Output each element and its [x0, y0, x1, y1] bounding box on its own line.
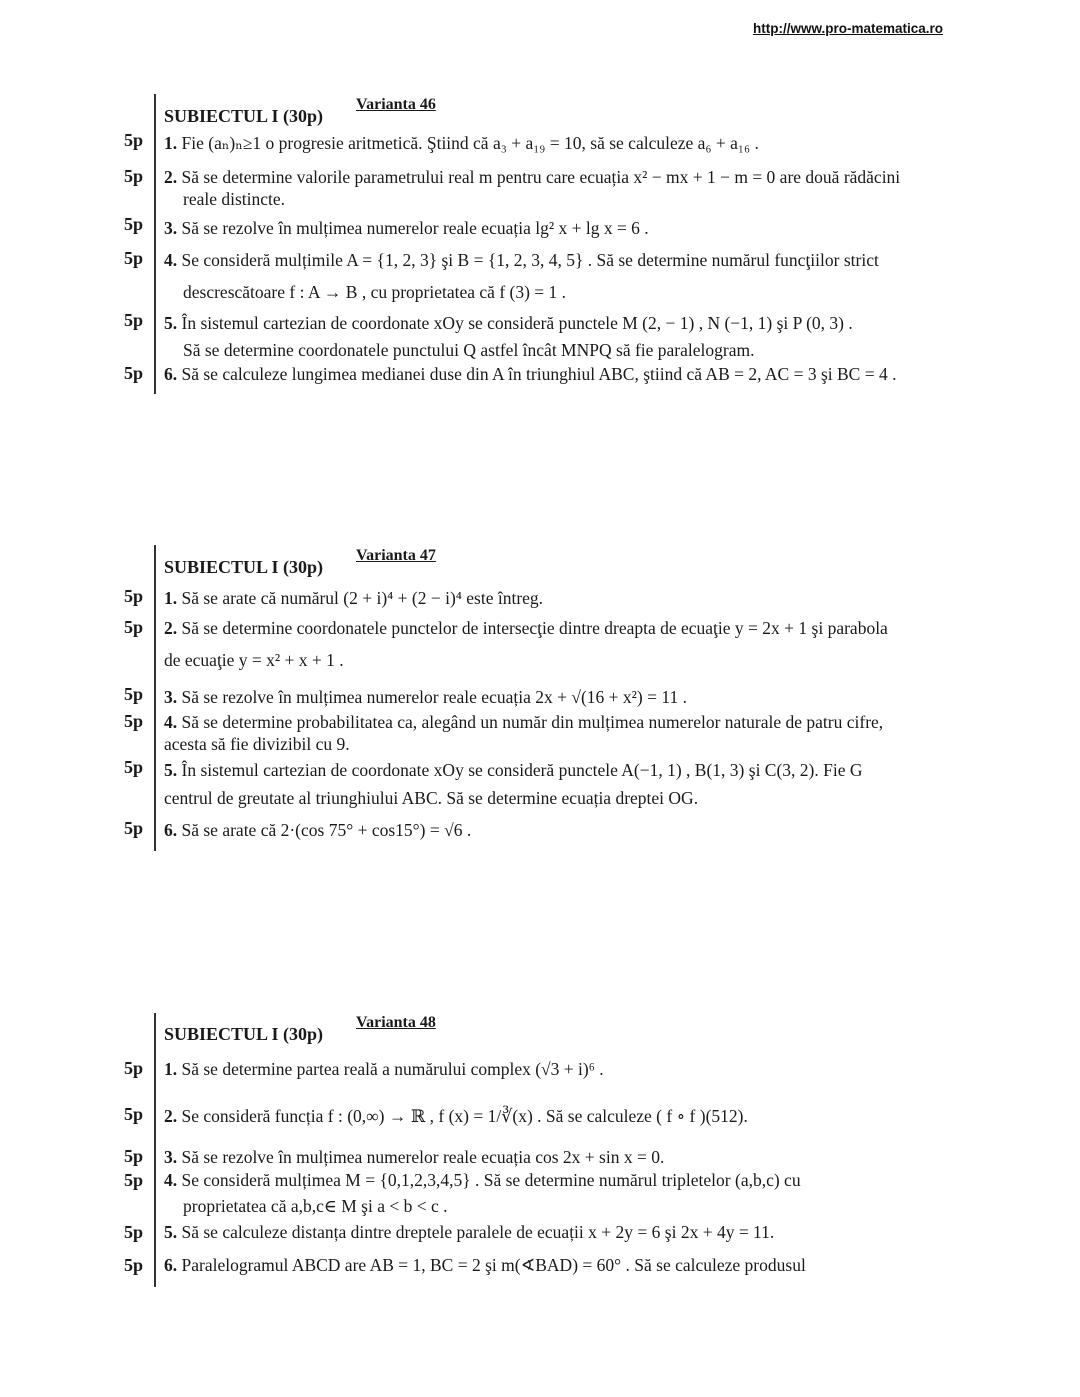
- problem-text: Se consideră mulțimile A = {1, 2, 3} şi B = {1, 2, 3, 4, 5} . Să se determine numărul funcţiilor strict: [181, 250, 879, 270]
- problem-text: Să se determine probabilitatea ca, alegând un număr din mulțimea numerelor naturale de patru cifre,: [181, 712, 884, 732]
- variant-label: Varianta 46: [356, 96, 436, 113]
- points-label: 5p: [124, 818, 144, 838]
- problem-4: [164, 1170, 801, 1191]
- points-label: 5p: [124, 1255, 144, 1275]
- points-label: 5p: [124, 1058, 144, 1078]
- margin-divider: [154, 94, 156, 394]
- problem-text: Să se calculeze distanța dintre dreptele paralele de ecuații x + 2y = 6 şi 2x + 4y = 11.: [181, 1222, 775, 1242]
- problem-6: [164, 1255, 806, 1276]
- problem-2: [164, 167, 900, 188]
- points-label: 5p: [124, 1146, 144, 1166]
- problem-number: 6.: [164, 820, 178, 840]
- problem-5: [164, 760, 863, 781]
- problem-1: [164, 133, 759, 154]
- problem-number: 6.: [164, 1255, 178, 1275]
- points-label: 5p: [124, 1170, 144, 1190]
- problem-number: 2.: [164, 167, 178, 187]
- points-label: 5p: [124, 248, 144, 268]
- problem-4-continued: acesta să fie divizibil cu 9.: [164, 734, 350, 754]
- site-url-link[interactable]: http://www.pro-matematica.ro: [753, 21, 944, 36]
- points-label: 5p: [124, 214, 144, 234]
- problem-2: [164, 1106, 748, 1127]
- problem-text: Să se arate că numărul (2 + i)⁴ + (2 − i)⁴ este întreg.: [181, 588, 544, 608]
- problem-3: [164, 218, 649, 239]
- problem-text: În sistemul cartezian de coordonate xOy se consideră punctele A(−1, 1) , B(1, 3) şi C(3, 2). Fie G: [181, 760, 863, 780]
- problem-number: 3.: [164, 687, 178, 707]
- problem-text: Să se rezolve în mulțimea numerelor reale ecuația lg² x + lg x = 6 .: [181, 218, 649, 238]
- margin-divider: [154, 545, 156, 851]
- section-title: SUBIECTUL I (30p): [164, 1024, 324, 1044]
- problem-5-continued: centrul de greutate al triunghiului ABC. Să se determine ecuația dreptei OG.: [164, 788, 699, 808]
- problem-6: [164, 364, 896, 385]
- problem-6: [164, 820, 471, 841]
- problem-number: 5.: [164, 760, 178, 780]
- problem-1: [164, 1059, 604, 1080]
- problem-4: [164, 712, 883, 733]
- problem-number: 2.: [164, 1106, 178, 1126]
- problem-text: Să se determine valorile parametrului real m pentru care ecuația x² − mx + 1 − m = 0 are două rădăcini: [181, 167, 901, 187]
- problem-text: În sistemul cartezian de coordonate xOy se consideră punctele M (2, − 1) , N (−1, 1) şi P (0, 3) .: [181, 313, 853, 333]
- problem-number: 1.: [164, 588, 178, 608]
- points-label: 5p: [124, 711, 144, 731]
- problem-number: 4.: [164, 712, 178, 732]
- problem-2: [164, 618, 888, 639]
- problem-text: Să se determine partea reală a numărului complex (√3 + i)⁶ .: [181, 1059, 604, 1079]
- points-label: 5p: [124, 130, 144, 150]
- points-label: 5p: [124, 310, 144, 330]
- problem-number: 1.: [164, 1059, 178, 1079]
- problem-number: 3.: [164, 1147, 178, 1167]
- problem-number: 4.: [164, 250, 178, 270]
- problem-5: [164, 1222, 774, 1243]
- problem-number: 3.: [164, 218, 178, 238]
- points-label: 5p: [124, 586, 144, 606]
- variant-label: Varianta 48: [356, 1014, 436, 1031]
- problem-1: [164, 588, 543, 609]
- margin-divider: [154, 1013, 156, 1287]
- points-label: 5p: [124, 1104, 144, 1124]
- problem-text: Să se calculeze lungimea medianei duse din A în triunghiul ABC, ştiind că AB = 2, AC = 3 şi BC = 4 .: [181, 364, 897, 384]
- section-title: SUBIECTUL I (30p): [164, 557, 324, 577]
- problem-text: Să se rezolve în mulțimea numerelor reale ecuația 2x + √(16 + x²) = 11 .: [181, 687, 687, 707]
- points-label: 5p: [124, 166, 144, 186]
- variant-label: Varianta 47: [356, 547, 436, 564]
- points-label: 5p: [124, 1222, 144, 1242]
- problem-4: [164, 250, 879, 271]
- problem-4-continued: descrescătoare f : A → B , cu proprietatea că f (3) = 1 .: [183, 282, 567, 302]
- problem-number: 5.: [164, 1222, 178, 1242]
- problem-3: [164, 687, 687, 708]
- problem-text: Să se determine coordonatele punctelor de intersecţie dintre dreapta de ecuaţie y = 2x + 1 şi parabola: [181, 618, 888, 638]
- problem-3: [164, 1147, 664, 1168]
- problem-text: Paralelogramul ABCD are AB = 1, BC = 2 şi m(∢BAD) = 60° . Să se calculeze produsul: [181, 1255, 806, 1275]
- problem-5-continued: Să se determine coordonatele punctului Q astfel încât MNPQ să fie paralelogram.: [183, 340, 755, 360]
- problem-text: Se consideră mulțimea M = {0,1,2,3,4,5} . Să se determine numărul tripletelor (a,b,c) cu: [181, 1170, 801, 1190]
- problem-text: Să se arate că 2·(cos 75° + cos15°) = √6 .: [181, 820, 472, 840]
- problem-number: 1.: [164, 133, 178, 153]
- problem-text: Fie (aₙ)ₙ≥1 o progresie aritmetică. Ştiind că a₃ + a₁₉ = 10, să se calculeze a₆ + a₁₆ .: [181, 133, 759, 153]
- problem-2-continued: reale distincte.: [183, 189, 286, 209]
- problem-4-continued: proprietatea că a,b,c∈ M şi a < b < c .: [183, 1196, 448, 1216]
- problem-text: Să se rezolve în mulțimea numerelor reale ecuația cos 2x + sin x = 0.: [181, 1147, 665, 1167]
- points-label: 5p: [124, 617, 144, 637]
- problem-number: 6.: [164, 364, 178, 384]
- points-label: 5p: [124, 363, 144, 383]
- problem-number: 5.: [164, 313, 178, 333]
- problem-5: [164, 313, 853, 334]
- points-label: 5p: [124, 757, 144, 777]
- points-label: 5p: [124, 684, 144, 704]
- problem-text: Se consideră funcția f : (0,∞) → ℝ , f (x) = 1/∛(x) . Să se calculeze ( f ∘ f )(512).: [181, 1106, 748, 1126]
- problem-number: 2.: [164, 618, 178, 638]
- problem-2-continued: de ecuaţie y = x² + x + 1 .: [164, 650, 344, 670]
- problem-number: 4.: [164, 1170, 178, 1190]
- section-title: SUBIECTUL I (30p): [164, 106, 324, 126]
